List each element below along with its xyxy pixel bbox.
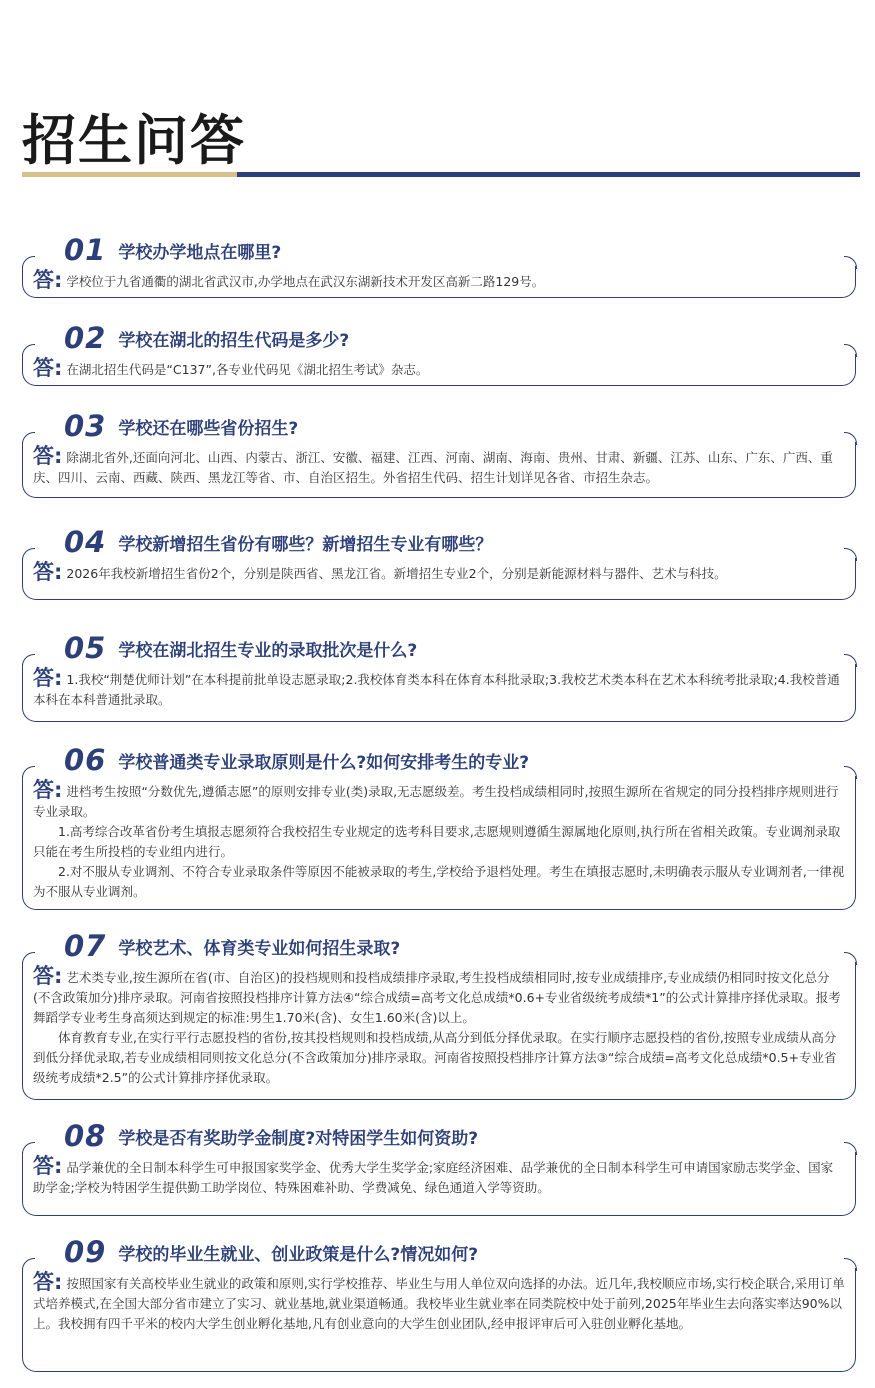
answer-box [22, 664, 856, 722]
question-text: 学校的毕业生就业、创业政策是什么?情况如何? [118, 1244, 479, 1265]
question-number: 01 [64, 233, 107, 267]
question-number: 09 [64, 1235, 107, 1269]
answer-text: 在湖北招生代码是“C137”,各专业代码见《湖北招生考试》杂志。 [66, 362, 429, 377]
answer-box [22, 1268, 856, 1372]
answer-box [22, 1152, 856, 1216]
question-line [64, 1234, 478, 1270]
question-number: 04 [64, 525, 107, 559]
answer-text: 按照国家有关高校毕业生就业的政策和原则,实行学校推荐、毕业生与用人单位双向选择的办法。近几年,我校顺应市场,实行校企联合,采用订单式培养模式,在全国大部分省市建立了实习、就业基地,就业渠道畅通。我校毕业生就业率在同类院校中处于前列,2025年毕业生去向落实率达90%以上。我校拥有四千平米的校内大学生创业孵化基地,凡有创业意向的大学生创业团队,经申报评审后可入驻创业孵化基地。 [33, 1276, 845, 1331]
answer-box [22, 354, 856, 386]
answer-label: 答: [33, 356, 63, 380]
question-number: 07 [64, 929, 107, 963]
answer-label: 答: [33, 268, 63, 292]
title-divider [22, 172, 860, 177]
question-line [64, 742, 529, 778]
answer-text: 除湖北省外,还面向河北、山西、内蒙古、浙江、安徽、福建、江西、河南、湖南、海南、贵州、甘肃、新疆、江苏、山东、广东、广西、重庆、四川、云南、西藏、陕西、黑龙江等省、市、自治区招生。外省招生代码、招生计划详见各省、市招生杂志。 [33, 450, 833, 485]
answer-text: 1.我校“荆楚优师计划”在本科提前批单设志愿录取;2.我校体育类本科在体育本科批录取;3.我校艺术类本科在艺术本科统考批录取;4.我校普通本科在本科普通批录取。 [33, 672, 840, 707]
question-line [64, 524, 492, 560]
answer-paragraph: 2.对不服从专业调剂、不符合专业录取条件等原因不能被录取的考生,学校给予退档处理。考生在填报志愿时,未明确表示服从专业调剂者,一律视为不服从专业调剂。 [33, 864, 845, 899]
answer-text: 进档考生按照“分数优先,遵循志愿”的原则安排专业(类)录取,无志愿级差。考生投档成绩相同时,按照生源所在省规定的同分投档排序规则进行专业录取。 [33, 784, 839, 819]
question-text: 学校普通类专业录取原则是什么?如何安排考生的专业? [118, 752, 530, 773]
answer-box [22, 558, 856, 600]
answer-text: 学校位于九省通衢的湖北省武汉市,办学地点在武汉东湖新技术开发区高新二路129号。 [66, 274, 545, 289]
answer-text: 品学兼优的全日制本科学生可申报国家奖学金、优秀大学生奖学金;家庭经济困难、品学兼优的全日制本科学生可申请国家励志奖学金、国家助学金;学校为特困学生提供勤工助学岗位、特殊困难补助、学费减免、绿色通道入学等资助。 [33, 1160, 834, 1195]
question-line [64, 408, 298, 444]
question-text: 学校还在哪些省份招生? [118, 418, 299, 439]
question-number: 02 [64, 321, 107, 355]
answer-box [22, 962, 856, 1100]
answer-box [22, 266, 856, 298]
answer-label: 答: [33, 1154, 63, 1178]
question-text: 学校在湖北的招生代码是多少? [118, 330, 350, 351]
question-line [64, 320, 349, 356]
question-line [64, 1118, 478, 1154]
question-line [64, 232, 281, 268]
question-line [64, 630, 417, 666]
question-text: 学校艺术、体育类专业如何招生录取? [118, 938, 401, 959]
question-text: 学校是否有奖助学金制度?对特困学生如何资助? [118, 1128, 479, 1149]
question-text: 学校办学地点在哪里? [118, 242, 282, 263]
answer-label: 答: [33, 964, 63, 988]
page-title: 招生问答 [22, 109, 246, 172]
answer-box [22, 776, 856, 910]
answer-text: 2026年我校新增招生省份2个，分别是陕西省、黑龙江省。新增招生专业2个，分别是新能源材料与器件、艺术与科技。 [66, 566, 727, 581]
answer-label: 答: [33, 778, 63, 802]
answer-paragraph: 体育教育专业,在实行平行志愿投档的省份,按其投档规则和投档成绩,从高分到低分择优录取。在实行顺序志愿投档的省份,按照专业成绩从高分到低分择优录取,若专业成绩相同则按文化总分(不含政策加分)排序录取。河南省按照投档排序计算方法③“综合成绩=高考文化总成绩*0.5+专业省级统考成绩*2.5”的公式计算排序择优录取。 [33, 1030, 837, 1085]
question-number: 08 [64, 1119, 107, 1153]
question-text: 学校新增招生省份有哪些？新增招生专业有哪些？ [118, 534, 493, 555]
answer-label: 答: [33, 560, 63, 584]
question-number: 05 [64, 631, 107, 665]
question-line [64, 928, 400, 964]
answer-label: 答: [33, 1270, 63, 1294]
answer-text: 艺术类专业,按生源所在省(市、自治区)的投档规则和投档成绩排序录取,考生投档成绩相同时,按专业成绩排序,专业成绩仍相同时按文化总分(不含政策加分)排序录取。河南省按照投档排序计算方法④“综合成绩=高考文化总成绩*0.6+专业省级统考成绩*1”的公式计算排序择优录取。报考舞蹈学专业考生身高须达到规定的标准:男生1.70米(含)、女生1.60米(含)以上。 [33, 970, 841, 1025]
question-text: 学校在湖北招生专业的录取批次是什么? [118, 640, 418, 661]
question-number: 03 [64, 409, 107, 443]
answer-label: 答: [33, 666, 63, 690]
answer-paragraph: 1.高考综合改革省份考生填报志愿须符合我校招生专业规定的选考科目要求,志愿规则遵循生源属地化原则,执行所在省相关政策。专业调剂录取只能在考生所投档的专业组内进行。 [33, 824, 841, 859]
answer-box [22, 442, 856, 498]
question-number: 06 [64, 743, 107, 777]
answer-label: 答: [33, 444, 63, 468]
